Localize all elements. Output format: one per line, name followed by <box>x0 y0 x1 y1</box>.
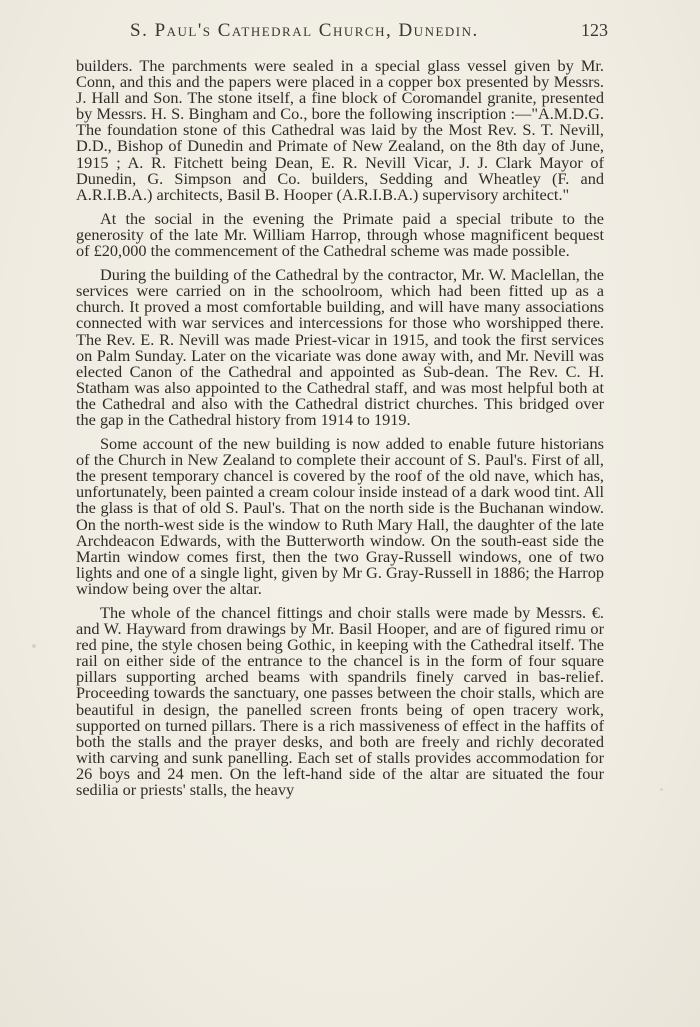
page-number: 123 <box>581 20 608 40</box>
paragraph: Some account of the new building is now added to enable future historians of the Church in New Zealand to complete their account of S. Paul's. First of all, the present temporary chancel is covered by the roof of the old nave, which has, unfortunately, been painted a cream colour inside instead of a dark wood tint. All the glass is that of old S. Paul's. That on the north side is the Buchanan window. On the north-west side is the window to Ruth Mary Hall, the daughter of the late Archdeacon Edwards, with the Butterworth window. On the south-east side the Martin window comes first, then the two Gray-Russell windows, one of two lights and one of a single light, given by Mr G. Gray-Russell in 1886; the Harrop window being over the altar. <box>76 434 604 598</box>
paper-speck <box>32 644 36 648</box>
running-head <box>76 14 608 48</box>
paragraph: The whole of the chancel fittings and choir stalls were made by Messrs. €. and W. Hayward from drawings by Mr. Basil Hooper, and are of figured rimu or red pine, the style chosen being Gothic, in keeping with the Cathedral itself. The rail on either side of the entrance to the chancel is in the form of four square pillars supporting arched beams with spandrils finely carved in bas-relief. Proceeding towards the sanctuary, one passes between the choir stalls, which are beautiful in design, the panelled screen fronts being of open tracery work, supported on turned pillars. There is a rich massiveness of effect in the haffits of both the stalls and the prayer desks, and both are freely and richly decorated with carving and sunk panelling. Each set of stalls provides accommodation for 26 boys and 24 men. On the left-hand side of the altar are situated the four sedilia or priests' stalls, the heavy <box>76 603 604 800</box>
paragraph: During the building of the Cathedral by the contractor, Mr. W. Maclellan, the services were carried on in the schoolroom, which had been fitted up as a church. It proved a most comfortable building, and will have many associations connected with war services and intercessions for those who worshipped there. The Rev. E. R. Nevill was made Priest-vicar in 1915, and took the first services on Palm Sunday. Later on the vicariate was done away with, and Mr. Nevill was elected Canon of the Cathedral and appointed as Sub-dean. The Rev. C. H. Statham was also appointed to the Cathedral staff, and was most helpful both at the Cathedral and also with the Cathedral district churches. This bridged over the gap in the Cathedral history from 1914 to 1919. <box>76 265 604 429</box>
paragraph-continuation: builders. The parchments were sealed in a special glass vessel given by Mr. Conn, and this and the papers were placed in a copper box presented by Messrs. J. Hall and Son. The stone itself, a fine block of Coromandel granite, presented by Messrs. H. S. Bingham and Co., bore the following inscription :—"A.M.D.G. The foundation stone of this Cathedral was laid by the Most Rev. S. T. Nevill, D.D., Bishop of Dunedin and Primate of New Zealand, on the 8th day of June, 1915 ; A. R. Fitchett being Dean, E. R. Nevill Vicar, J. J. Clark Mayor of Dunedin, G. Simpson and Co. builders, Sedding and Wheatley (F. and A.R.I.B.A.) architects, Basil B. Hooper (A.R.I.B.A.) supervisory architect." <box>76 56 604 204</box>
running-title: S. Paul's Cathedral Church, Dunedin. <box>130 20 479 41</box>
body-text <box>76 58 604 798</box>
paper-speck <box>660 788 663 791</box>
paragraph: At the social in the evening the Primate paid a special tribute to the generosity of the late Mr. William Harrop, through whose magnificent bequest of £20,000 the commencement of the Cathedral scheme was made possible. <box>76 208 604 261</box>
